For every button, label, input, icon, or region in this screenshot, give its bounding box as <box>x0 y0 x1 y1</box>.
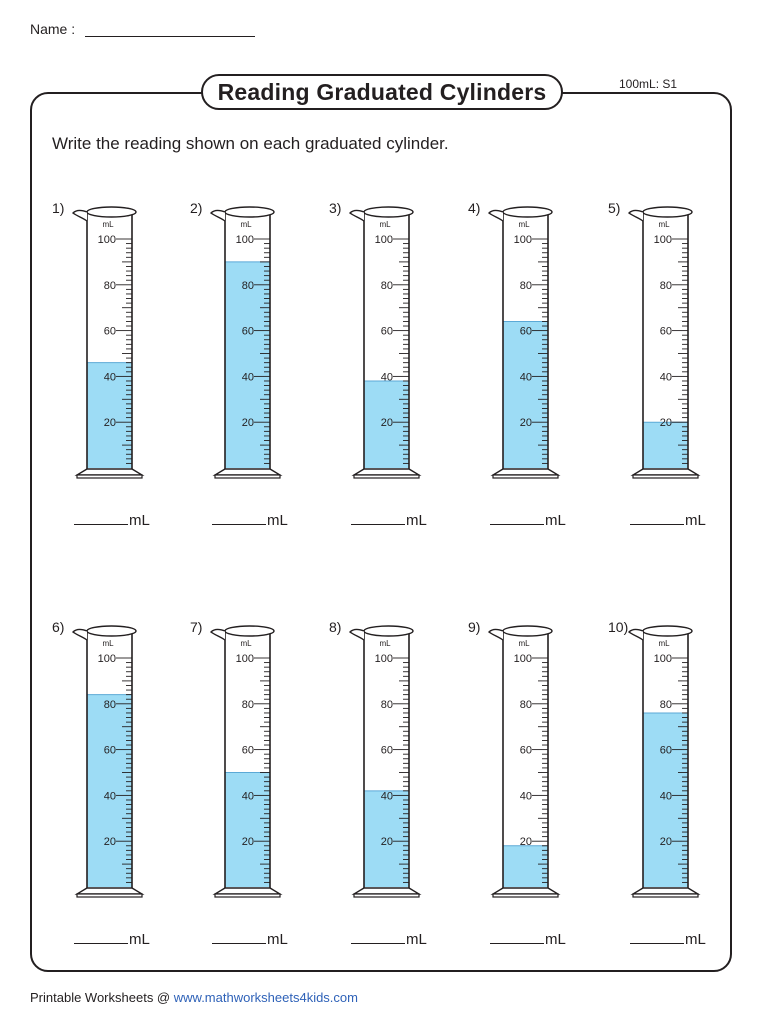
answer-field[interactable] <box>351 929 451 948</box>
question-number: 10) <box>608 619 629 635</box>
scale-label: 20 <box>241 836 254 849</box>
question-number: 8) <box>329 619 342 635</box>
scale-label: 80 <box>659 279 672 292</box>
scale-label: 40 <box>380 371 393 384</box>
answer-unit: mL <box>406 512 427 529</box>
scale-label: 40 <box>103 790 116 803</box>
answer-unit: mL <box>685 931 706 948</box>
answer-blank[interactable] <box>351 929 405 944</box>
cylinder-base <box>633 469 698 475</box>
tube-spout <box>211 210 225 221</box>
cylinder-base-plate <box>215 475 280 478</box>
cylinder-base-plate <box>493 475 558 478</box>
graduated-cylinder <box>608 617 748 917</box>
scale-label: 60 <box>380 744 393 757</box>
answer-unit: mL <box>267 512 288 529</box>
scale-label: 100 <box>97 653 116 665</box>
cylinder-item <box>52 198 192 498</box>
question-number: 2) <box>190 200 203 216</box>
answer-unit: mL <box>545 512 566 529</box>
cylinder-base <box>354 469 419 475</box>
scale-label: 40 <box>519 371 532 384</box>
unit-label: mL <box>518 220 530 229</box>
cylinder-base <box>493 888 558 894</box>
scale-label: 100 <box>653 234 672 246</box>
unit-label: mL <box>102 220 114 229</box>
scale-label: 40 <box>241 371 254 384</box>
graduated-cylinder <box>468 198 608 498</box>
tube-rim <box>225 626 274 636</box>
scale-label: 20 <box>103 836 116 849</box>
cylinder-item <box>468 617 608 917</box>
cylinder-base-plate <box>633 475 698 478</box>
scale-label: 80 <box>103 698 116 711</box>
cylinder-base-plate <box>354 894 419 897</box>
liquid-fill <box>503 846 548 887</box>
answer-field[interactable] <box>212 929 312 948</box>
tube-rim <box>364 626 413 636</box>
question-number: 6) <box>52 619 65 635</box>
scale-label: 60 <box>659 744 672 757</box>
cylinder-base <box>77 469 142 475</box>
scale-label: 60 <box>659 325 672 338</box>
scale-label: 60 <box>519 325 532 338</box>
answer-blank[interactable] <box>74 510 128 525</box>
scale-label: 60 <box>103 325 116 338</box>
answer-field[interactable] <box>630 929 730 948</box>
answer-unit: mL <box>545 931 566 948</box>
answer-blank[interactable] <box>490 510 544 525</box>
answer-field[interactable] <box>490 510 590 529</box>
answer-blank[interactable] <box>630 510 684 525</box>
unit-label: mL <box>658 639 670 648</box>
unit-label: mL <box>379 220 391 229</box>
cylinder-item <box>329 198 469 498</box>
cylinder-item <box>608 198 748 498</box>
cylinder-base-plate <box>354 475 419 478</box>
cylinder-item <box>608 617 748 917</box>
scale-label: 100 <box>235 653 254 665</box>
question-number: 3) <box>329 200 342 216</box>
scale-label: 20 <box>380 417 393 430</box>
scale-label: 60 <box>519 744 532 757</box>
answer-blank[interactable] <box>630 929 684 944</box>
scale-label: 80 <box>519 279 532 292</box>
cylinder-item <box>190 617 330 917</box>
scale-label: 100 <box>235 234 254 246</box>
cylinder-base-plate <box>77 894 142 897</box>
scale-label: 100 <box>653 653 672 665</box>
tube-rim <box>643 207 692 217</box>
scale-label: 20 <box>659 417 672 430</box>
tube-rim <box>225 207 274 217</box>
instruction-text: Write the reading shown on each graduated cylinder. <box>52 134 449 153</box>
cylinder-base <box>493 469 558 475</box>
scale-label: 40 <box>380 790 393 803</box>
tube-rim <box>503 207 552 217</box>
answer-field[interactable] <box>74 510 174 529</box>
unit-label: mL <box>379 639 391 648</box>
answer-unit: mL <box>129 931 150 948</box>
scale-label: 20 <box>519 417 532 430</box>
answer-unit: mL <box>267 931 288 948</box>
unit-label: mL <box>102 639 114 648</box>
scale-label: 40 <box>659 371 672 384</box>
scale-label: 80 <box>103 279 116 292</box>
answer-unit: mL <box>129 512 150 529</box>
answer-blank[interactable] <box>212 929 266 944</box>
name-row <box>30 21 255 37</box>
scale-label: 80 <box>380 698 393 711</box>
tube-rim <box>503 626 552 636</box>
unit-label: mL <box>518 639 530 648</box>
graduated-cylinder <box>52 617 192 917</box>
cylinder-base <box>354 888 419 894</box>
answer-blank[interactable] <box>212 510 266 525</box>
scale-label: 40 <box>519 790 532 803</box>
scale-label: 40 <box>659 790 672 803</box>
scale-label: 20 <box>380 836 393 849</box>
tube-rim <box>364 207 413 217</box>
scale-label: 60 <box>241 744 254 757</box>
cylinder-base-plate <box>633 894 698 897</box>
tube-spout <box>489 210 503 221</box>
answer-field[interactable] <box>212 510 312 529</box>
tube-rim <box>87 207 136 217</box>
tube-spout <box>629 210 643 221</box>
scale-label: 80 <box>241 279 254 292</box>
scale-label: 40 <box>103 371 116 384</box>
tube-rim <box>643 626 692 636</box>
cylinder-base <box>633 888 698 894</box>
scale-label: 80 <box>519 698 532 711</box>
scale-label: 20 <box>659 836 672 849</box>
question-number: 7) <box>190 619 203 635</box>
tube-spout <box>350 210 364 221</box>
scale-label: 100 <box>513 653 532 665</box>
tube-spout <box>629 629 643 640</box>
answer-blank[interactable] <box>74 929 128 944</box>
answer-blank[interactable] <box>490 929 544 944</box>
question-number: 9) <box>468 619 481 635</box>
cylinder-item <box>468 198 608 498</box>
graduated-cylinder <box>190 198 330 498</box>
scale-label: 100 <box>513 234 532 246</box>
scale-label: 20 <box>519 836 532 849</box>
cylinder-item <box>52 617 192 917</box>
answer-field[interactable] <box>74 929 174 948</box>
name-field-line[interactable] <box>85 22 255 37</box>
question-number: 5) <box>608 200 621 216</box>
liquid-fill <box>225 262 270 468</box>
tube-spout <box>73 629 87 640</box>
scale-label: 80 <box>659 698 672 711</box>
scale-label: 20 <box>103 417 116 430</box>
scale-label: 80 <box>241 698 254 711</box>
scale-label: 40 <box>241 790 254 803</box>
cylinder-base <box>215 469 280 475</box>
cylinder-base-plate <box>215 894 280 897</box>
answer-blank[interactable] <box>351 510 405 525</box>
cylinder-item <box>329 617 469 917</box>
scale-label: 20 <box>241 417 254 430</box>
graduated-cylinder <box>329 617 469 917</box>
scale-label: 60 <box>380 325 393 338</box>
graduated-cylinder <box>329 198 469 498</box>
cylinder-item <box>190 198 330 498</box>
graduated-cylinder <box>190 617 330 917</box>
cylinder-base-plate <box>493 894 558 897</box>
answer-field[interactable] <box>351 510 451 529</box>
unit-label: mL <box>658 220 670 229</box>
scale-label: 60 <box>241 325 254 338</box>
graduated-cylinder <box>52 198 192 498</box>
answer-field[interactable] <box>490 929 590 948</box>
scale-label: 80 <box>380 279 393 292</box>
tube-rim <box>87 626 136 636</box>
footer <box>30 990 358 1005</box>
footer-prefix: Printable Worksheets @ <box>30 990 174 1005</box>
tube-spout <box>211 629 225 640</box>
graduated-cylinder <box>468 617 608 917</box>
answer-unit: mL <box>685 512 706 529</box>
cylinder-base-plate <box>77 475 142 478</box>
scale-label: 60 <box>103 744 116 757</box>
cylinder-base <box>77 888 142 894</box>
scale-label: 100 <box>374 234 393 246</box>
scale-label: 100 <box>97 234 116 246</box>
scale-label: 100 <box>374 653 393 665</box>
name-label: Name : <box>30 21 76 37</box>
unit-label: mL <box>240 220 252 229</box>
worksheet-code: 100mL: S1 <box>619 77 678 91</box>
tube-spout <box>350 629 364 640</box>
worksheet-title: Reading Graduated Cylinders <box>201 74 563 110</box>
tube-spout <box>73 210 87 221</box>
tube-spout <box>489 629 503 640</box>
cylinder-base <box>215 888 280 894</box>
answer-unit: mL <box>406 931 427 948</box>
question-number: 4) <box>468 200 481 216</box>
graduated-cylinder <box>608 198 748 498</box>
answer-field[interactable] <box>630 510 730 529</box>
footer-link[interactable]: www.mathworksheets4kids.com <box>173 990 358 1005</box>
liquid-fill <box>503 321 548 468</box>
unit-label: mL <box>240 639 252 648</box>
question-number: 1) <box>52 200 65 216</box>
